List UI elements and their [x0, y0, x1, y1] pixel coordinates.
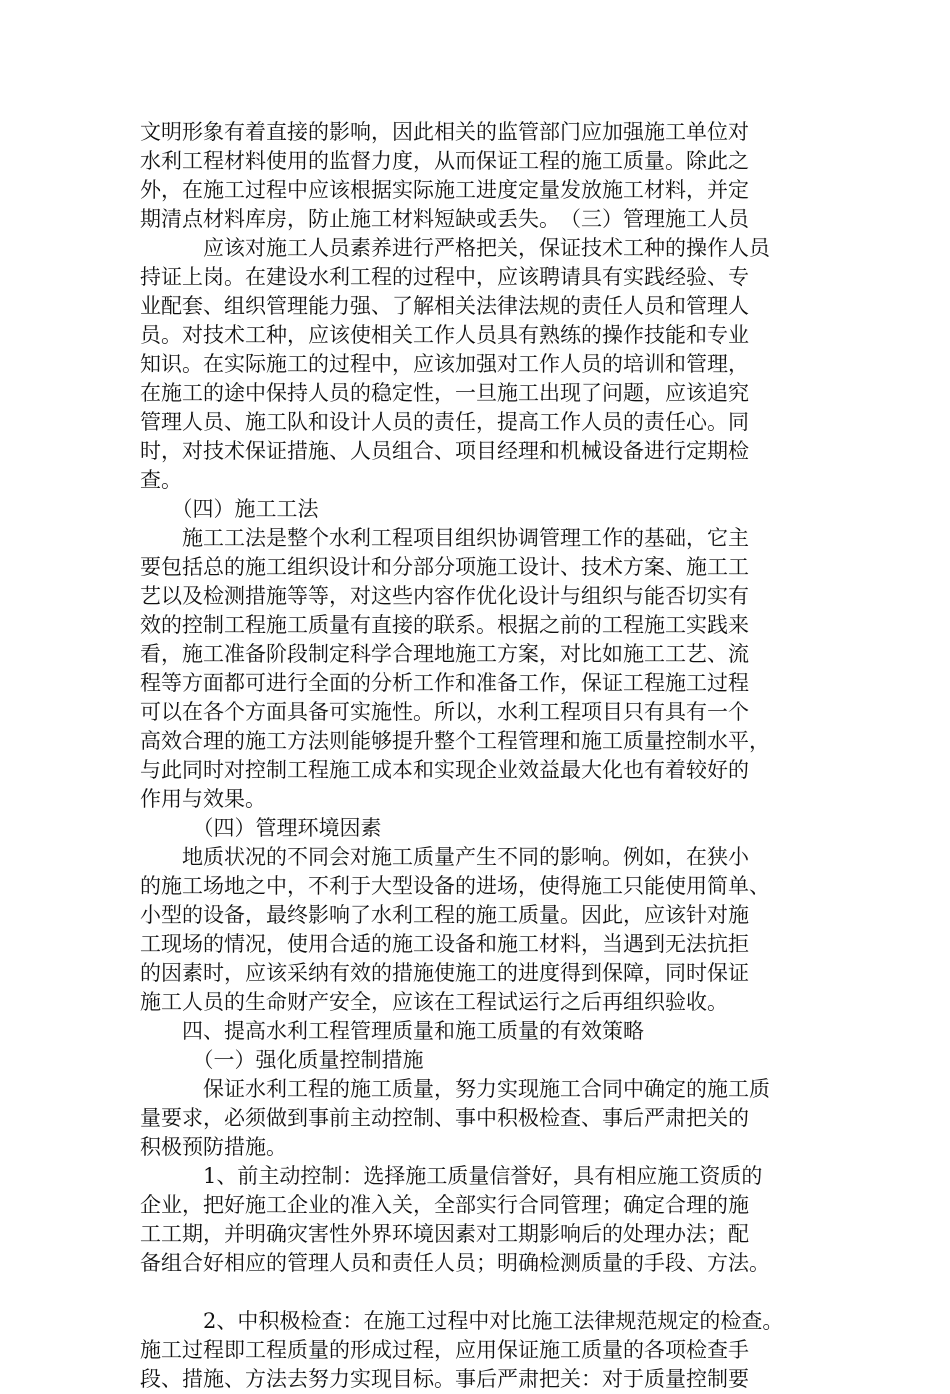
text-line: 企业，把好施工企业的准入关，全部实行合同管理；确定合理的施	[140, 1193, 749, 1217]
section-heading: 四、提高水利工程管理质量和施工质量的有效策略	[140, 1019, 644, 1043]
text-line: 工现场的情况，使用合适的施工设备和施工材料，当遇到无法抗拒	[140, 932, 749, 956]
text-line: 施工人员的生命财产安全，应该在工程试运行之后再组织验收。	[140, 990, 728, 1014]
text-line: 工工期，并明确灾害性外界环境因素对工期影响后的处理办法；配	[140, 1222, 749, 1246]
text-line: 看，施工准备阶段制定科学合理地施工方案，对比如施工工艺、流	[140, 642, 749, 666]
text-line: 积极预防措施。	[140, 1135, 287, 1159]
text-line: 时，对技术保证措施、人员组合、项目经理和机械设备进行定期检	[140, 439, 749, 463]
blank-line	[140, 1278, 810, 1307]
section-heading: （四）施工工法	[140, 497, 319, 521]
text-line: 艺以及检测措施等等，对这些内容作优化设计与组织与能否切实有	[140, 584, 749, 608]
text-line: 管理人员、施工队和设计人员的责任，提高工作人员的责任心。同	[140, 410, 749, 434]
text-line: 地质状况的不同会对施工质量产生不同的影响。例如，在狭小	[140, 845, 749, 869]
text-line: 效的控制工程施工质量有直接的联系。根据之前的工程施工实践来	[140, 613, 749, 637]
text-line: 员。对技术工种，应该使相关工作人员具有熟练的操作技能和专业	[140, 323, 749, 347]
text-line: 查。	[140, 468, 182, 492]
text-line: 在施工的途中保持人员的稳定性，一旦施工出现了问题，应该追究	[140, 381, 749, 405]
text-line: 的施工场地之中，不利于大型设备的进场，使得施工只能使用简单、	[140, 874, 770, 898]
text-line: 施工过程即工程质量的形成过程，应用保证施工质量的各项检查手	[140, 1338, 749, 1362]
text-line: 可以在各个方面具备可实施性。所以，水利工程项目只有具有一个	[140, 700, 749, 724]
text-line: 期清点材料库房，防止施工材料短缺或丢失。 （三）管理施工人员	[140, 207, 749, 231]
text-line: 保证水利工程的施工质量，努力实现施工合同中确定的施工质	[140, 1077, 770, 1101]
text-line: 外，在施工过程中应该根据实际施工进度定量发放施工材料，并定	[140, 178, 749, 202]
text-line: 作用与效果。	[140, 787, 266, 811]
text-line: 文明形象有着直接的影响，因此相关的监管部门应加强施工单位对	[140, 120, 749, 144]
text-line: 要包括总的施工组织设计和分部分项施工设计、技术方案、施工工	[140, 555, 749, 579]
text-line: 持证上岗。在建设水利工程的过程中，应该聘请具有实践经验、专	[140, 265, 749, 289]
text-line: 水利工程材料使用的监督力度，从而保证工程的施工质量。除此之	[140, 149, 749, 173]
text-line: 备组合好相应的管理人员和责任人员；明确检测质量的手段、方法。	[140, 1251, 770, 1275]
text-line: 知识。在实际施工的过程中，应该加强对工作人员的培训和管理，	[140, 352, 749, 376]
text-line: 段、措施、方法去努力实现目标。事后严肃把关：对于质量控制要	[140, 1367, 749, 1391]
text-line: 与此同时对控制工程施工成本和实现企业效益最大化也有着较好的	[140, 758, 749, 782]
text-line: 高效合理的施工方法则能够提升整个工程管理和施工质量控制水平，	[140, 729, 770, 753]
text-line: 程等方面都可进行全面的分析工作和准备工作，保证工程施工过程	[140, 671, 749, 695]
text-line: 2、中积极检查：在施工过程中对比施工法律规范规定的检查。	[140, 1309, 784, 1333]
text-line: 的因素时，应该采纳有效的措施使施工的进度得到保障，同时保证	[140, 961, 749, 985]
document-body	[140, 118, 810, 1394]
section-heading: （一）强化质量控制措施	[140, 1048, 424, 1072]
text-line: 业配套、组织管理能力强、了解相关法律法规的责任人员和管理人	[140, 294, 749, 318]
text-line: 施工工法是整个水利工程项目组织协调管理工作的基础，它主	[140, 526, 749, 550]
text-line: 应该对施工人员素养进行严格把关，保证技术工种的操作人员	[140, 236, 770, 260]
text-line: 1、前主动控制：选择施工质量信誉好，具有相应施工资质的	[140, 1164, 763, 1188]
text-line: 量要求，必须做到事前主动控制、事中积极检查、事后严肃把关的	[140, 1106, 749, 1130]
text-line: 小型的设备，最终影响了水利工程的施工质量。因此，应该针对施	[140, 903, 749, 927]
section-heading: （四）管理环境因素	[140, 816, 382, 840]
